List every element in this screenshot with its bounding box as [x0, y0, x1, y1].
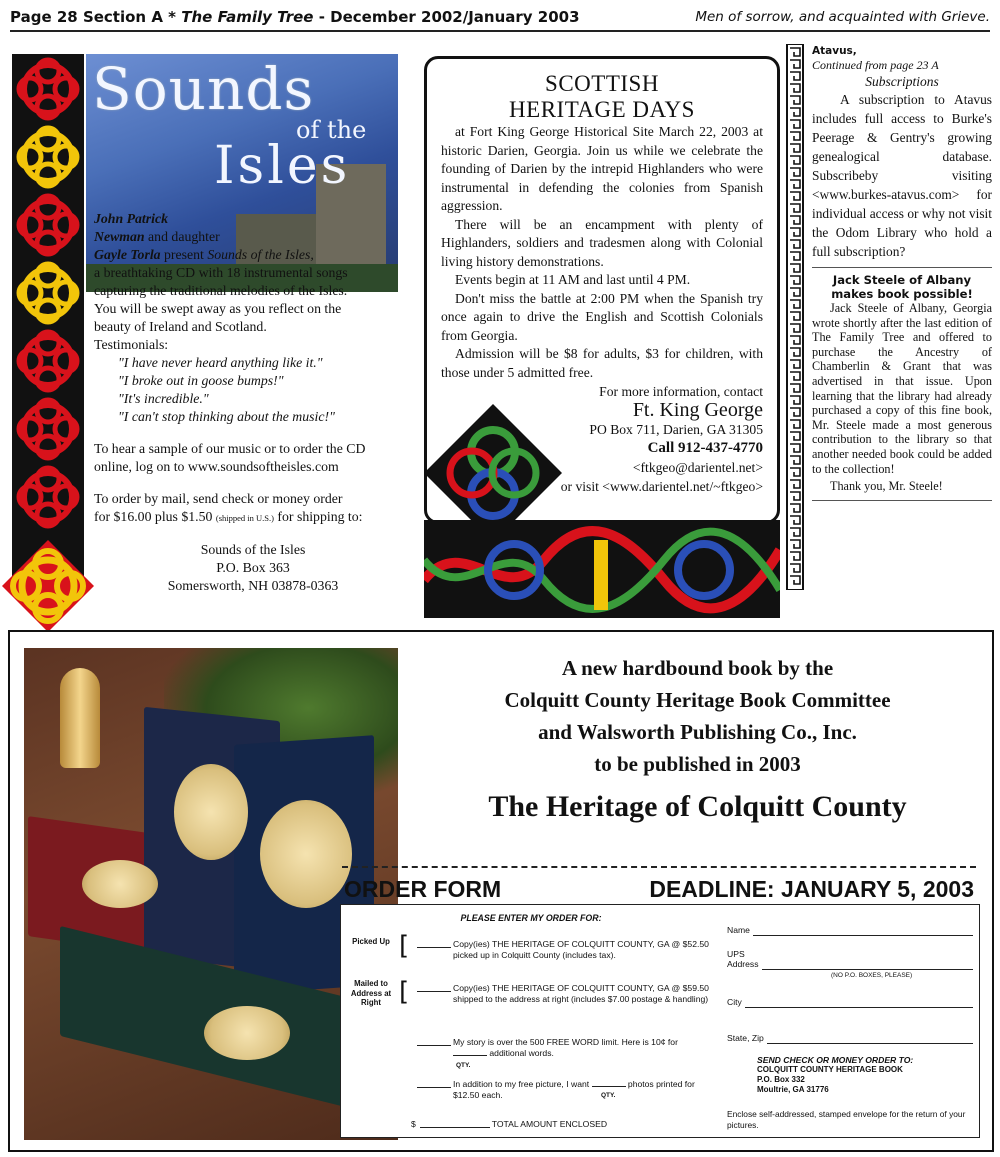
order-form — [340, 904, 980, 1138]
cut-line — [342, 866, 976, 868]
shd-title-line1: SCOTTISH — [545, 71, 659, 96]
atavus-column — [812, 44, 992, 507]
and-daughter: and daughter — [148, 229, 220, 244]
celtic-knot-icon — [15, 192, 81, 258]
isles-address-line: P.O. Box 363 — [216, 560, 290, 575]
book-ad-heading-line: to be published in 2003 — [594, 752, 801, 776]
heritage-book-ad — [8, 630, 994, 1152]
picked-up-line — [417, 939, 717, 960]
phone: Call 912-437-4770 — [647, 440, 763, 456]
shd-title-line2: HERITAGE DAYS — [509, 97, 695, 122]
isles-desc-line: You will be swept away as you reflect on the — [94, 301, 342, 316]
celtic-knot-icon — [15, 328, 81, 394]
online-order-line: To hear a sample of our music or to order the CD — [94, 441, 366, 456]
online-order-line: online, log on to www.soundsoftheisles.com — [94, 459, 339, 474]
sounds-of-the-isles-ad — [0, 50, 415, 620]
picked-up-label: Picked Up — [352, 937, 390, 946]
photo-qty-field[interactable] — [592, 1079, 626, 1087]
mailed-qty-field[interactable] — [417, 983, 451, 992]
order-form-header — [344, 876, 974, 903]
gold-seal — [174, 764, 248, 860]
ups-label: UPS — [727, 949, 745, 959]
shd-title — [441, 71, 763, 123]
state-label: State, Zip — [727, 1033, 764, 1043]
artist-name: John Patrick — [94, 211, 168, 226]
mail-price: for $16.00 plus $1.50 — [94, 509, 213, 524]
mail-order-line — [94, 508, 412, 527]
header-separator: * — [168, 8, 177, 26]
celtic-knot-icon — [15, 124, 81, 190]
city-label: City — [727, 997, 742, 1007]
celtic-knot-strip — [12, 54, 84, 594]
isles-ad-text — [94, 210, 412, 595]
publication-name: The Family Tree — [181, 8, 314, 26]
steele-text: Jack Steele of Albany, Georgia wrote shortly after the last edition of The Family Tree and offered to purchase the Ancestry of Chamberlin & Grant that was advertised in that issue. Upon learning that the library had already purchased a copy of this fine book, Mr. Steele made a most generous contribution to the library so that another needed book could be added to the collection! — [812, 301, 992, 476]
state-zip-field[interactable] — [727, 1033, 973, 1044]
mailed-line — [417, 983, 717, 1004]
testimonial: "I have never heard anything like it." — [118, 355, 323, 370]
photo-text-3: $12.50 each. — [453, 1089, 503, 1100]
isles-title-of-the: of the — [296, 116, 367, 144]
story-line — [417, 1037, 717, 1058]
gold-seal — [82, 860, 158, 908]
shd-body — [441, 123, 763, 382]
celtic-knot-icon — [15, 396, 81, 462]
send-line: P.O. Box 332 — [757, 1075, 805, 1084]
send-to-block — [757, 1055, 977, 1095]
website: or visit <www.darientel.net/~ftkgeo> — [560, 479, 763, 494]
send-line: Moultrie, GA 31776 — [757, 1085, 829, 1094]
isles-address-line: Somersworth, NH 03878-0363 — [167, 578, 339, 593]
story-text-2: additional words. — [489, 1047, 554, 1058]
city-field[interactable] — [727, 997, 973, 1008]
testimonial: "It's incredible." — [118, 391, 209, 406]
column-divider — [812, 267, 992, 268]
header-motto: Men of sorrow, and acquainted with Grieve. — [695, 9, 990, 25]
mailed-text: Copy(ies) THE HERITAGE OF COLQUITT COUNTY, GA @ $59.50 shipped to the address at right (includes $7.00 postage & handling) — [453, 983, 709, 1004]
book-ad-heading — [405, 652, 990, 780]
subscriptions-heading: Subscriptions — [865, 74, 939, 89]
celtic-band-decoration — [424, 520, 780, 618]
order-deadline: DEADLINE: JANUARY 5, 2003 — [649, 876, 974, 902]
isles-title-sounds: Sounds — [92, 55, 315, 123]
isles-desc-line: beauty of Ireland and Scotland. — [94, 319, 267, 334]
order-form-title: ORDER FORM — [344, 876, 502, 902]
story-text-1: My story is over the 500 FREE WORD limit. Here is 10¢ for — [453, 1037, 678, 1047]
isles-address-line: Sounds of the Isles — [200, 542, 306, 557]
photo-line — [417, 1079, 717, 1100]
send-heading: SEND CHECK OR MONEY ORDER TO: — [757, 1055, 914, 1065]
header-left — [10, 8, 580, 26]
total-label: TOTAL AMOUNT ENCLOSED — [491, 1119, 608, 1129]
checkbox-bracket[interactable]: [ — [399, 931, 410, 961]
book-title: The Heritage of Colquitt County — [488, 790, 907, 823]
issue-date: - December 2002/January 2003 — [318, 8, 580, 26]
story-text — [453, 1037, 678, 1058]
po-box: PO Box 711, Darien, GA 31305 — [589, 422, 763, 437]
send-line: COLQUITT COUNTY HERITAGE BOOK — [757, 1065, 903, 1074]
isles-desc-line: capturing the traditional melodies of the Isles. — [94, 283, 348, 298]
oil-lamp — [60, 668, 100, 768]
address-label: Address — [727, 959, 759, 969]
gold-diamond-knot-icon — [0, 538, 96, 634]
photo-text — [453, 1079, 695, 1100]
checkbox-bracket[interactable]: [ — [399, 977, 410, 1007]
book-ad-heading-line: and Walsworth Publishing Co., Inc. — [538, 720, 857, 744]
greek-key-border — [786, 44, 804, 590]
photo-text-1: In addition to my free picture, I want — [453, 1079, 590, 1089]
shipping-note: (shipped in U.S.) — [215, 513, 274, 523]
subscriptions-text: A subscription to Atavus includes full access to Burke's Peerage & Gentry's growing genealogical database. Subscribeby visiting <www.burkes-atavus.com> for individual access or why not visit the Odom Library who hold a full subscription? — [812, 92, 992, 259]
testimonial: "I can't stop thinking about the music!" — [118, 409, 335, 424]
name-field[interactable] — [727, 925, 973, 936]
book-ad-heading-line: Colquitt County Heritage Book Committee — [504, 688, 891, 712]
order-instruction: PLEASE ENTER MY ORDER FOR: — [460, 913, 602, 923]
org-name: Ft. King George — [632, 399, 763, 421]
dollar-sign: $ — [411, 1119, 416, 1129]
photo-text-2: photos printed for — [627, 1079, 695, 1089]
email: <ftkgeo@darientel.net> — [632, 460, 763, 475]
shd-paragraph: at Fort King George Historical Site March 22, 2003 at historic Darien, Georgia. Join us while we celebrate the founding of Darien by the intrepid Highlanders who were instrumental in defending the colonies from Spanish aggression. — [441, 124, 763, 213]
celtic-knot-icon — [15, 260, 81, 326]
address-field[interactable] — [727, 959, 973, 970]
testimonials-label: Testimonials: — [94, 337, 169, 352]
total-line — [411, 1119, 711, 1130]
shd-paragraph: Admission will be $8 for adults, $3 for children, with those under 5 admitted free. — [441, 346, 763, 380]
testimonial: "I broke out in goose bumps!" — [118, 373, 284, 388]
gold-seal — [204, 1006, 290, 1060]
picked-up-text: Copy(ies) THE HERITAGE OF COLQUITT COUNTY, GA @ $52.50 picked up in Colquitt County (includes tax). — [453, 939, 709, 960]
steele-thanks: Thank you, Mr. Steele! — [830, 479, 943, 494]
column-divider — [812, 500, 992, 501]
mail-shipping: for shipping to: — [277, 509, 363, 524]
page-header — [10, 4, 990, 32]
daughter-name: Gayle Torla — [94, 247, 161, 262]
present-word: present — [164, 247, 204, 262]
contact-intro: For more information, contact — [599, 384, 763, 399]
story-field[interactable] — [417, 1037, 451, 1046]
mail-order-line: To order by mail, send check or money order — [94, 491, 343, 506]
isles-title-isles: Isles — [214, 136, 351, 196]
total-field[interactable] — [420, 1119, 490, 1128]
picked-up-qty-field[interactable] — [417, 939, 451, 948]
celtic-knot-icon — [15, 464, 81, 530]
qty-label: QTY. — [456, 1062, 471, 1069]
no-po-note: (NO P.O. BOXES, PLEASE) — [831, 972, 913, 979]
name-label: Name — [727, 925, 750, 935]
qty-label: QTY. — [601, 1092, 616, 1099]
celtic-knot-icon — [15, 56, 81, 122]
mailed-label: Mailed to Address at Right — [350, 979, 392, 1007]
shd-paragraph: Events begin at 11 AM and last until 4 PM. — [455, 272, 691, 287]
page-section: Page 28 Section A — [10, 8, 163, 26]
atavus-name: Atavus, — [812, 45, 857, 57]
shd-paragraph: Don't miss the battle at 2:00 PM when the Spanish try once again to drive the English and Scottish Colonials from Georgia. — [441, 290, 763, 343]
steele-heading: Jack Steele of Albany makes book possible! — [831, 273, 973, 301]
enclose-note: Enclose self-addressed, stamped envelope for the return of your pictures. — [727, 1109, 966, 1130]
story-words-field[interactable] — [453, 1048, 487, 1056]
shd-paragraph: There will be an encampment with plenty of Highlanders, soldiers and tradesmen along with Colonial living history demonstrations. — [441, 216, 763, 269]
album-title: Sounds of the Isles, — [207, 247, 314, 262]
atavus-continued: Continued from page 23 A — [812, 58, 939, 72]
photo-field[interactable] — [417, 1079, 451, 1088]
artist-surname: Newman — [94, 229, 145, 244]
gold-seal — [260, 800, 352, 908]
book-ad-heading-line: A new hardbound book by the — [561, 656, 834, 680]
isles-desc-line: a breathtaking CD with 18 instrumental songs — [94, 265, 348, 280]
